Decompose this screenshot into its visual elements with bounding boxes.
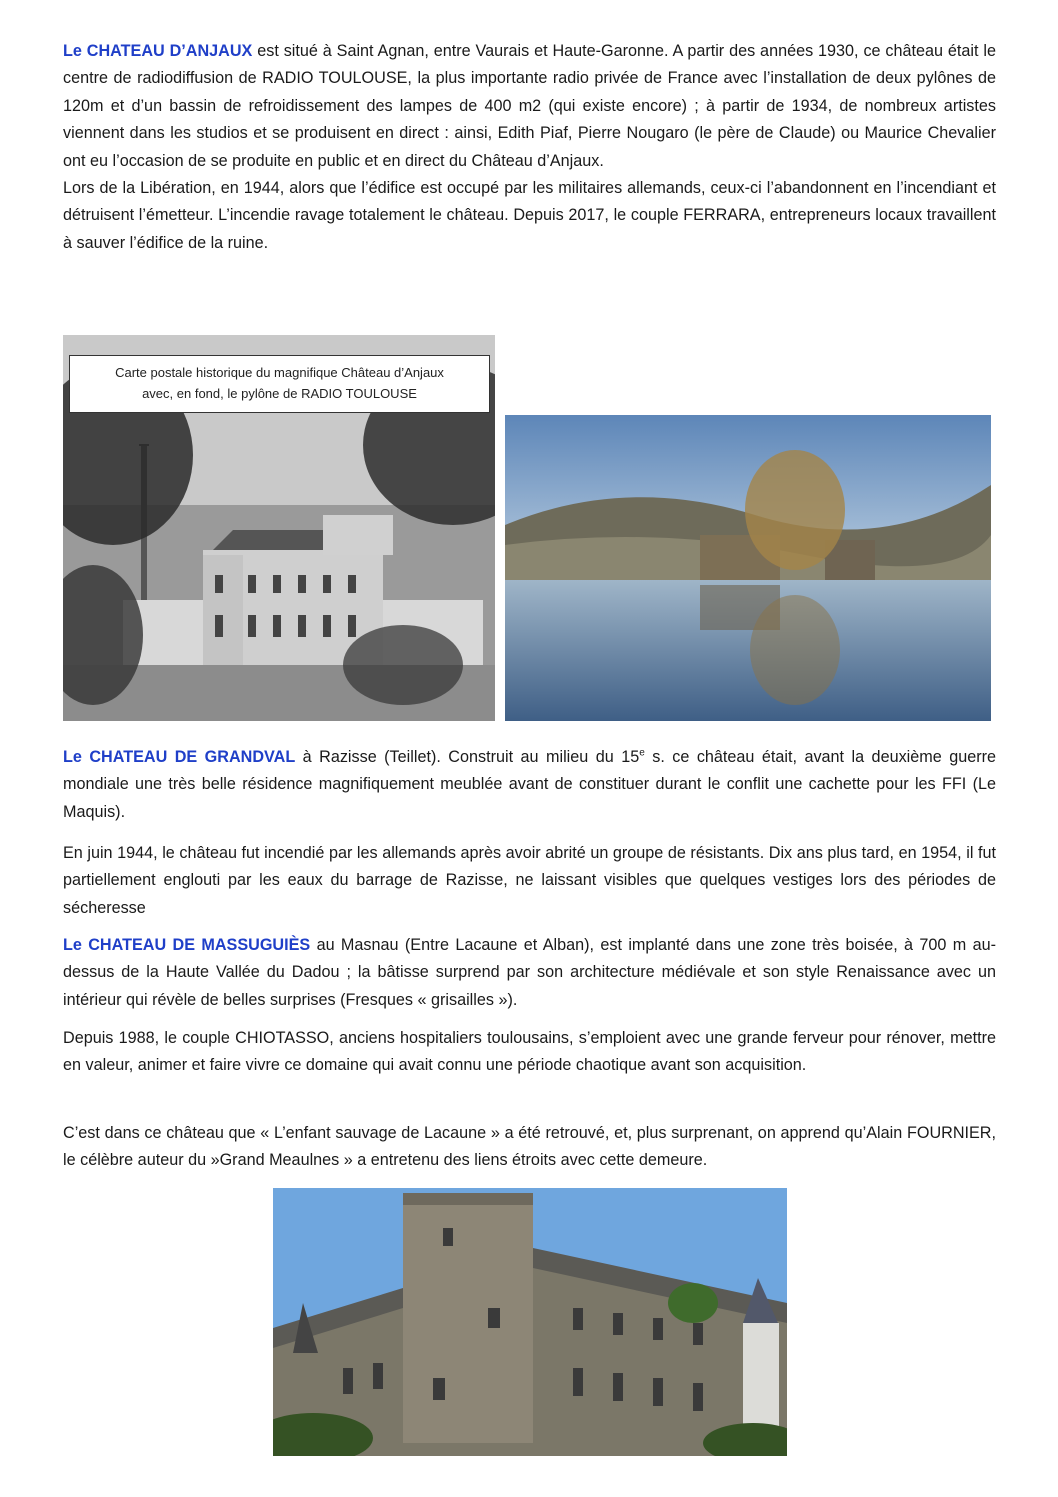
massuguies-paragraph-3: C’est dans ce château que « L’enfant sauvage de Lacaune » a été retrouvé, et, plus surprenant, on apprend qu’Alain FOURNIER, le célèbre auteur du »Grand Meaulnes » a entretenu des liens étroits avec cette demeure. xyxy=(63,1124,996,1170)
anjaux-title: Le CHATEAU D’ANJAUX xyxy=(63,42,253,60)
grandval-paragraph xyxy=(63,744,996,826)
grandval-title: Le CHATEAU DE GRANDVAL xyxy=(63,748,296,766)
massuguies-title: Le CHATEAU DE MASSUGUIÈS xyxy=(63,936,311,954)
massuguies-paragraph-2: Depuis 1988, le couple CHIOTASSO, anciens hospitaliers toulousains, s’emploient avec une grande ferveur pour rénover, mettre en valeur, animer et faire vivre ce domaine qui avait connu une période chaotique avant son acquisition. xyxy=(63,1029,996,1075)
anjaux-paragraph xyxy=(63,38,996,257)
grandval-text-a: à Razisse (Teillet). Construit au milieu du 15 xyxy=(295,748,640,766)
massuguies-paragraph xyxy=(63,932,996,1014)
anjaux-text-2: Lors de la Libération, en 1944, alors que l’édifice est occupé par les militaires allemands, ceux-ci l’abandonnent en l’incendiant et détruisent l’émetteur. L’incendie ravage totalement le château. Depuis 2017, le couple FERRARA, entrepreneurs locaux travaillent à sauver l’édifice de la ruine. xyxy=(63,179,996,252)
anjaux-text: est situé à Saint Agnan, entre Vaurais et Haute-Garonne. A partir des années 1930, ce château était le centre de radiodiffusion de RADIO TOULOUSE, la plus importante radio privée de France avec l’installation de deux pylônes de 120m et d’un bassin de refroidissement des lampes de 400 m2 (qui existe encore) ; à partir de 1934, de nombreux artistes viennent dans les studios et se produisent en direct : ainsi, Edith Piaf, Pierre Nougaro (le père de Claude) ou Maurice Chevalier ont eu l’occasion de se produite en public et en direct du Château d’Anjaux. xyxy=(63,42,996,170)
caption-line-1: Carte postale historique du magnifique Château d’Anjaux xyxy=(115,365,444,380)
grandval-text-b: s. ce château était, avant la deuxième guerre mondiale une très belle résidence magnifiquement meublée avant de constituer durant le conflit une cachette pour les FFI (Le Maquis). xyxy=(63,748,997,821)
grandval-lake-photo xyxy=(505,415,991,721)
massuguies-text: au Masnau (Entre Lacaune et Alban), est implanté dans une zone très boisée, à 700 m au-dessus de la Haute Vallée du Dadou ; la bâtisse surprend par son architecture médiévale et son style Renaissance avec un intérieur qui révèle de belles surprises (Fresques « grisailles »). xyxy=(63,936,997,1009)
caption-line-2: avec, en fond, le pylône de RADIO TOULOUSE xyxy=(142,386,417,401)
grandval-superscript: e xyxy=(639,747,645,759)
massuguies-castle-photo xyxy=(273,1188,787,1456)
grandval-paragraph-2: En juin 1944, le château fut incendié par les allemands après avoir abrité un groupe de résistants. Dix ans plus tard, en 1954, il fut partiellement englouti par les eaux du barrage de Razisse, ne laissant visibles que quelques vestiges lors des périodes de sécheresse xyxy=(63,844,996,917)
photo-caption xyxy=(69,355,490,413)
